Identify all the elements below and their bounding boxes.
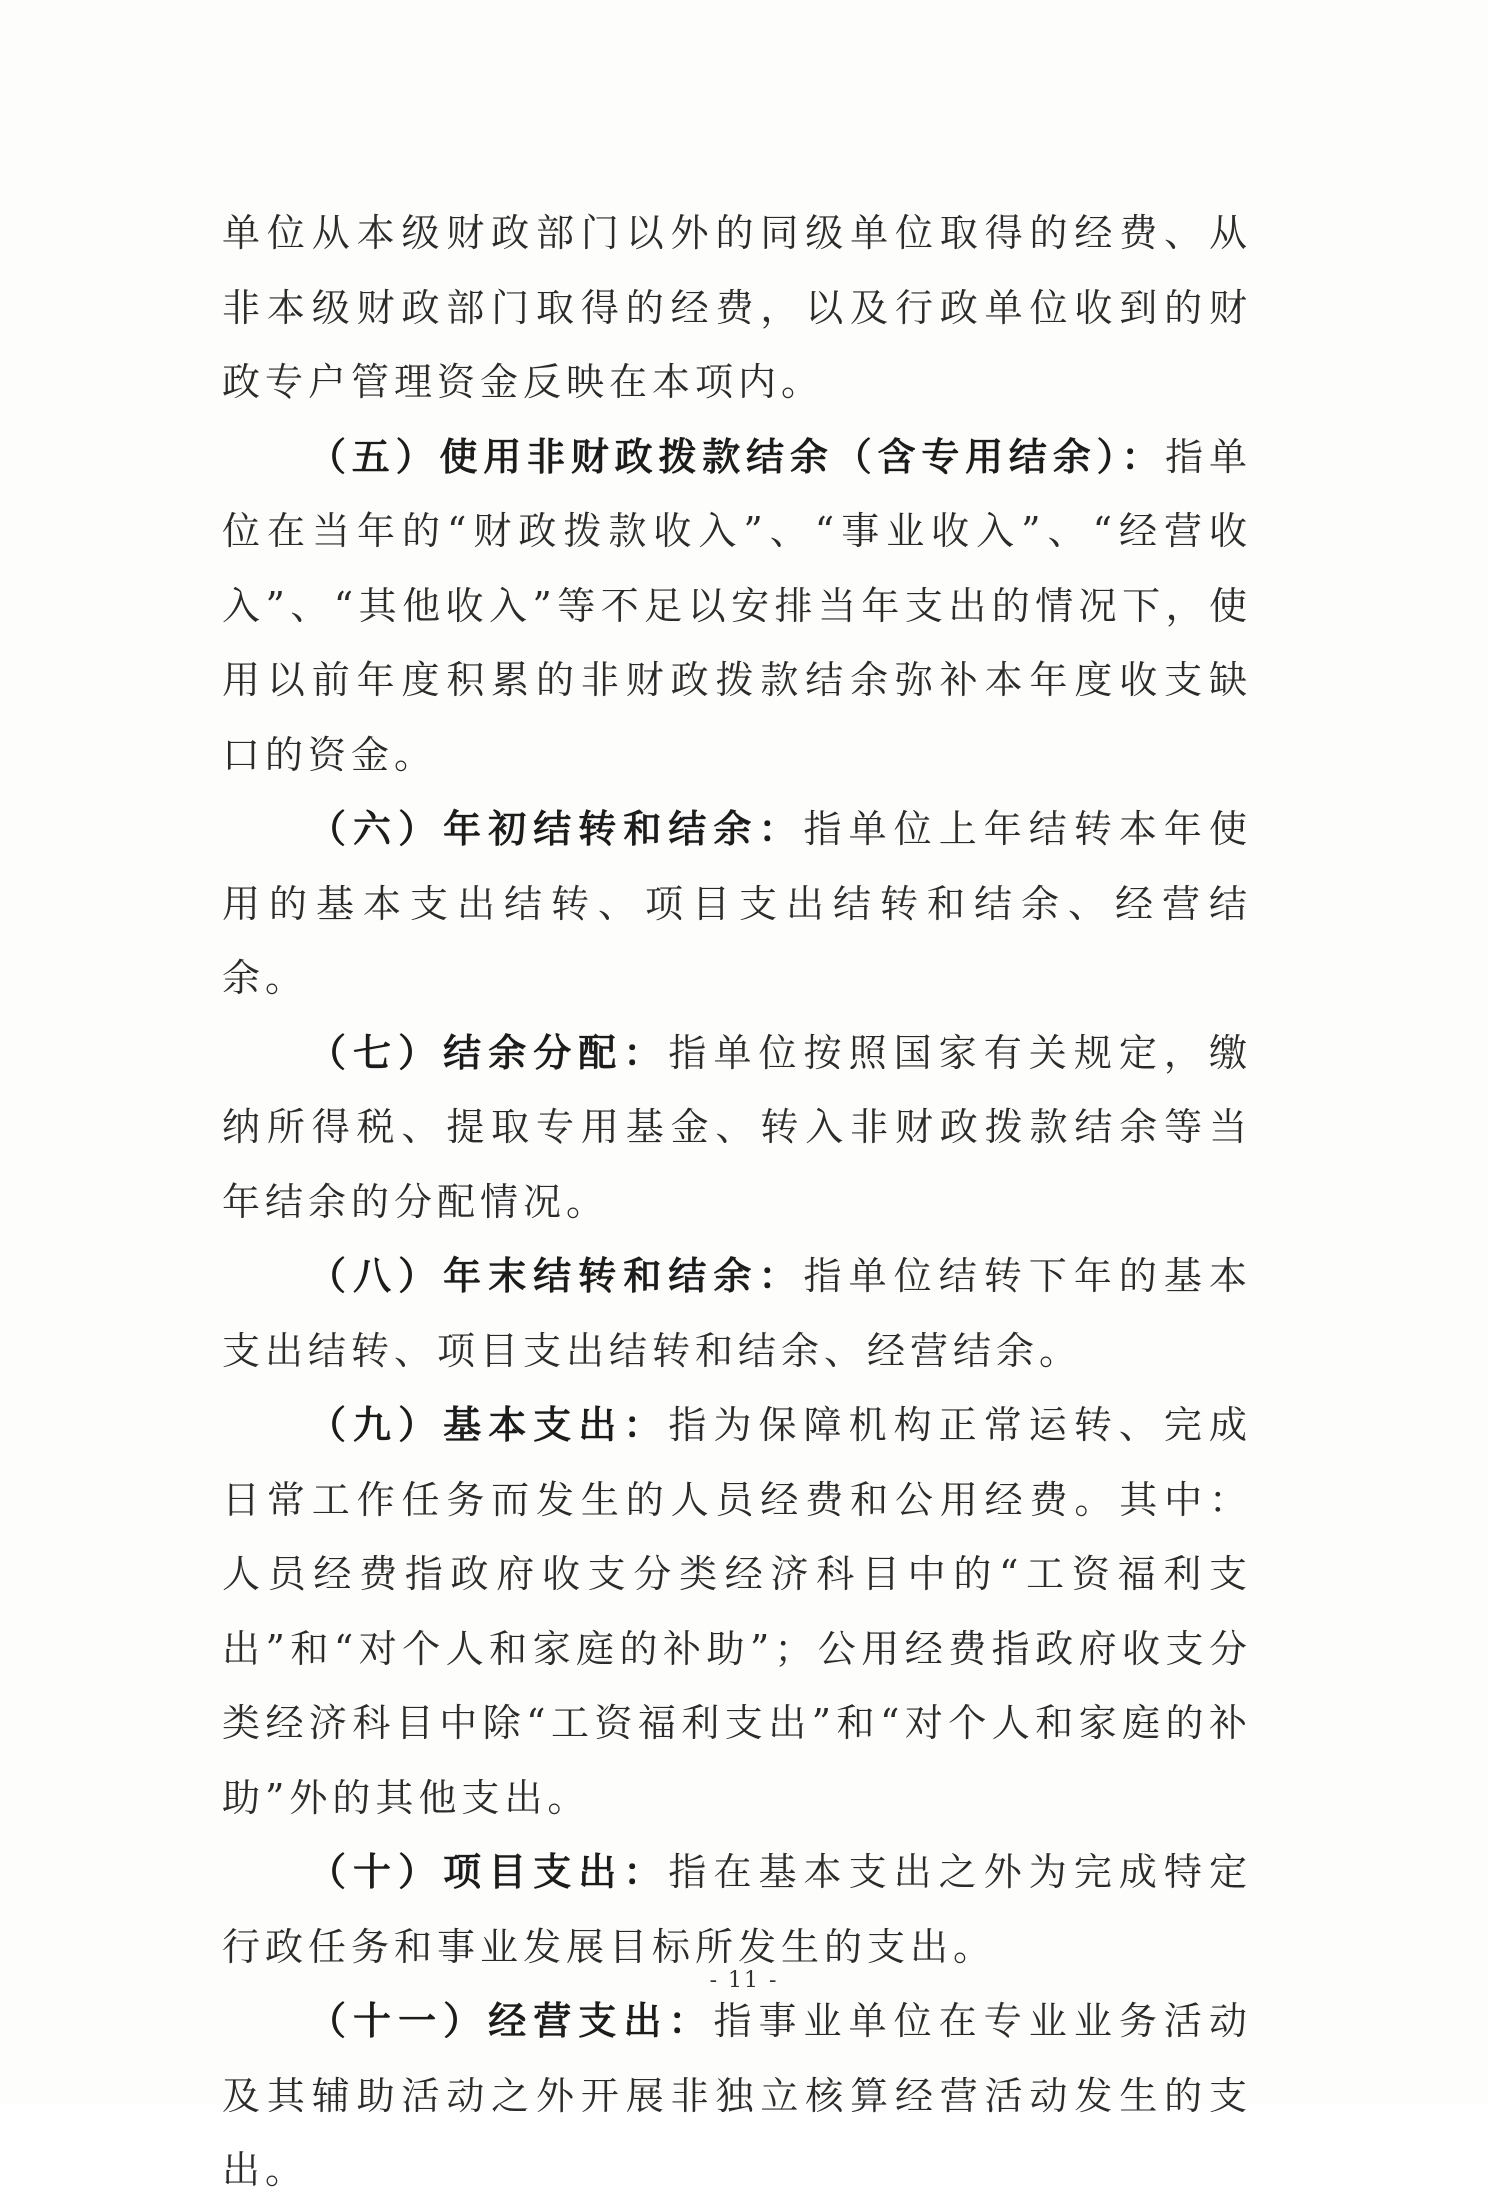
term-heading: （八）年末结转和结余： [308,1253,804,1298]
term-heading: （九）基本支出： [308,1402,669,1447]
paragraph-closing-balance [222,1239,1252,1388]
paragraph-text: 指事业单位在专业业务活动及其辅助活动之外开展非独立核算经营活动发生的支出。 [222,1999,1252,2192]
page-number: - 11 - [709,1968,779,1993]
term-heading: （五）使用非财政拨款结余（含专用结余）： [308,433,1166,479]
term-heading: （六）年初结转和结余： [308,806,804,851]
term-heading: （七）结余分配： [308,1029,669,1075]
paragraph-basic-expenditure [222,1388,1252,1835]
term-heading: （十一）经营支出： [308,1998,714,2043]
paragraph-text: 指单位在当年的“财政拨款收入”、“事业收入”、“经营收入”、“其他收入”等不足以安排当年支出的情况下，使用以前年度积累的非财政拨款结余弥补本年度收支缺口的资金。 [222,434,1252,777]
paragraph-text: 指在基本支出之外为完成特定行政任务和事业发展目标所发生的支出。 [222,1850,1252,1969]
document-body [222,196,1252,2208]
paragraph-text: 指单位上年结转本年使用的基本支出结转、项目支出结转和结余、经营结余。 [222,807,1252,1000]
paragraph-text: 指单位结转下年的基本支出结转、项目支出结转和结余、经营结余。 [222,1254,1252,1373]
paragraph-project-expenditure [222,1835,1252,1984]
paragraph-surplus-distribution [222,1016,1252,1240]
paragraph-continuation [222,196,1252,420]
paragraph-operating-expenditure [222,1984,1252,2208]
paragraph-text: 指单位按照国家有关规定，缴纳所得税、提取专用基金、转入非财政拨款结余等当年结余的分配情况。 [222,1030,1252,1224]
paragraph-opening-balance [222,792,1252,1016]
paragraph-text: 指为保障机构正常运转、完成日常工作任务而发生的人员经费和公用经费。其中：人员经费指政府收支分类经济科目中的“工资福利支出”和“对个人和家庭的补助”；公用经费指政府收支分类经济科目中除“工资福利支出”和“对个人和家庭的补助”外的其他支出。 [222,1403,1252,1820]
paragraph-text: 单位从本级财政部门以外的同级单位取得的经费、从非本级财政部门取得的经费，以及行政单位收到的财政专户管理资金反映在本项内。 [222,211,1252,404]
term-heading: （十）项目支出： [308,1849,669,1894]
paragraph-non-fiscal-surplus [222,420,1252,793]
